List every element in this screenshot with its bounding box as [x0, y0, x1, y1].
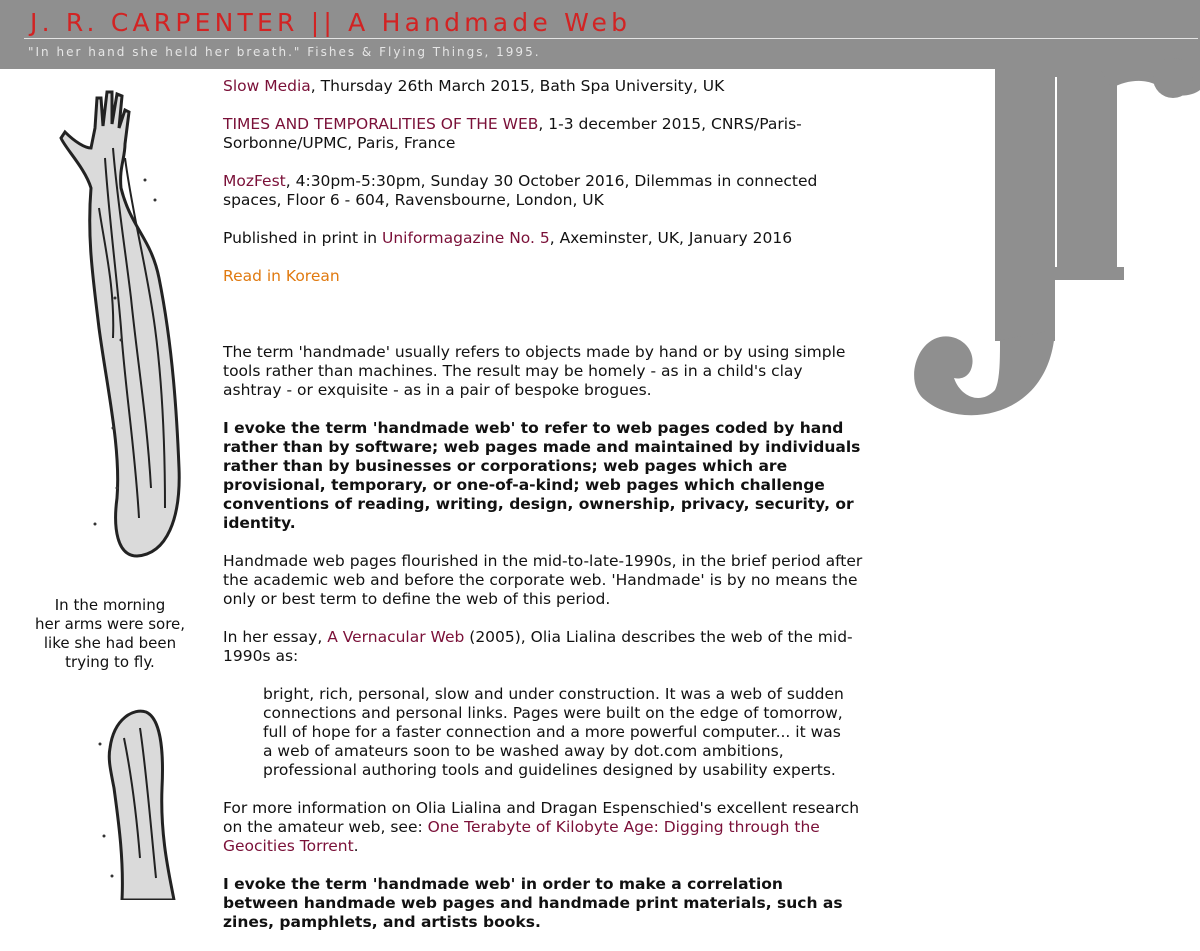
mozfest-link[interactable]: MozFest: [223, 172, 286, 190]
body-text: .: [353, 837, 359, 855]
one-terabyte-link[interactable]: One Terabyte of Kilobyte Age: Digging through the Geocities Torrent: [223, 818, 820, 855]
slow-media-link[interactable]: Slow Media: [223, 77, 311, 95]
caption-line: like she had been: [43, 634, 177, 652]
blockquote: [263, 685, 863, 780]
event-details: , 1-3 december 2015, CNRS/Paris-Sorbonne/UPMC, Paris, France: [223, 115, 802, 152]
print-publication: [223, 229, 863, 248]
body-paragraph: The term 'handmade' usually refers to objects made by hand or by using simple tools rather than machines. The result may be homely - as in a child's clay ashtray - or exquisite - as in a pair of bespoke brogues.: [223, 343, 846, 399]
main-content: [223, 77, 863, 951]
anatomical-arm-illustration: [55, 88, 185, 558]
body-paragraph: [223, 799, 863, 856]
body-text: (2005), Olia Lialina describes the web of the mid-1990s as:: [223, 628, 853, 665]
jr-monogram-logo: [900, 40, 1200, 440]
event-details: , Thursday 26th March 2015, Bath Spa University, UK: [310, 77, 725, 95]
quote-line: a web of amateurs soon to be washed away by dot.com ambitions,: [263, 742, 784, 760]
anatomical-arm-illustration-lower: [90, 708, 190, 900]
quote-line: full of hope for a faster connection and a more powerful computer... it was: [263, 723, 841, 741]
quote-line: professional authoring tools and guidelines designed by usability experts.: [263, 761, 836, 779]
read-in-korean-link[interactable]: Read in Korean: [223, 267, 340, 285]
body-text: In her essay,: [223, 628, 328, 646]
body-paragraph-bold: I evoke the term 'handmade web' to refer to web pages coded by hand rather than by software; web pages made and maintained by individuals rather than by businesses or corporations; web pages which are provisional, temporary, or one-of-a-kind; web pages which challenge conventions of reading, writing, design, ownership, privacy, security, or identity.: [223, 419, 861, 532]
quote-line: bright, rich, personal, slow and under construction. It was a web of sudden: [263, 685, 844, 703]
quote-line: connections and personal links. Pages were built on the edge of tomorrow,: [263, 704, 843, 722]
print-text: , Axeminster, UK, January 2016: [549, 229, 793, 247]
uniformagazine-link[interactable]: Uniformagazine No. 5: [382, 229, 550, 247]
body-paragraph: [223, 628, 863, 666]
caption-line: her arms were sore,: [34, 615, 186, 633]
body-text: For more information on Olia Lialina and Dragan Espenschied's excellent research on the amateur web, see:: [223, 799, 860, 836]
arm-caption: [20, 596, 200, 672]
body-paragraph: Handmade web pages flourished in the mid-to-late-1990s, in the brief period after the academic web and before the corporate web. 'Handmade' is by no means the only or best term to define the web of this period.: [223, 552, 863, 608]
vernacular-web-link[interactable]: A Vernacular Web: [327, 628, 465, 646]
event-mozfest: [223, 172, 863, 210]
caption-line: In the morning: [54, 596, 166, 614]
site-tagline: "In her hand she held her breath." Fishes & Flying Things, 1995.: [28, 45, 541, 59]
event-details: , 4:30pm-5:30pm, Sunday 30 October 2016, Dilemmas in connected spaces, Floor 6 - 604, Ravensbourne, London, UK: [223, 172, 818, 209]
times-temporalities-link[interactable]: TIMES AND TEMPORALITIES OF THE WEB: [223, 115, 539, 133]
event-times-temporalities: [223, 115, 863, 153]
site-title[interactable]: J. R. CARPENTER || A Handmade Web: [30, 8, 632, 37]
spacer: [223, 305, 863, 343]
print-text: Published in print in: [223, 229, 383, 247]
header-divider: [24, 38, 1198, 39]
caption-line: trying to fly.: [65, 653, 155, 671]
korean-paragraph: [223, 267, 863, 286]
event-slow-media: [223, 77, 863, 96]
body-paragraph-bold: I evoke the term 'handmade web' in order to make a correlation between handmade web pages and handmade print materials, such as zines, pamphlets, and artists books.: [223, 875, 843, 931]
